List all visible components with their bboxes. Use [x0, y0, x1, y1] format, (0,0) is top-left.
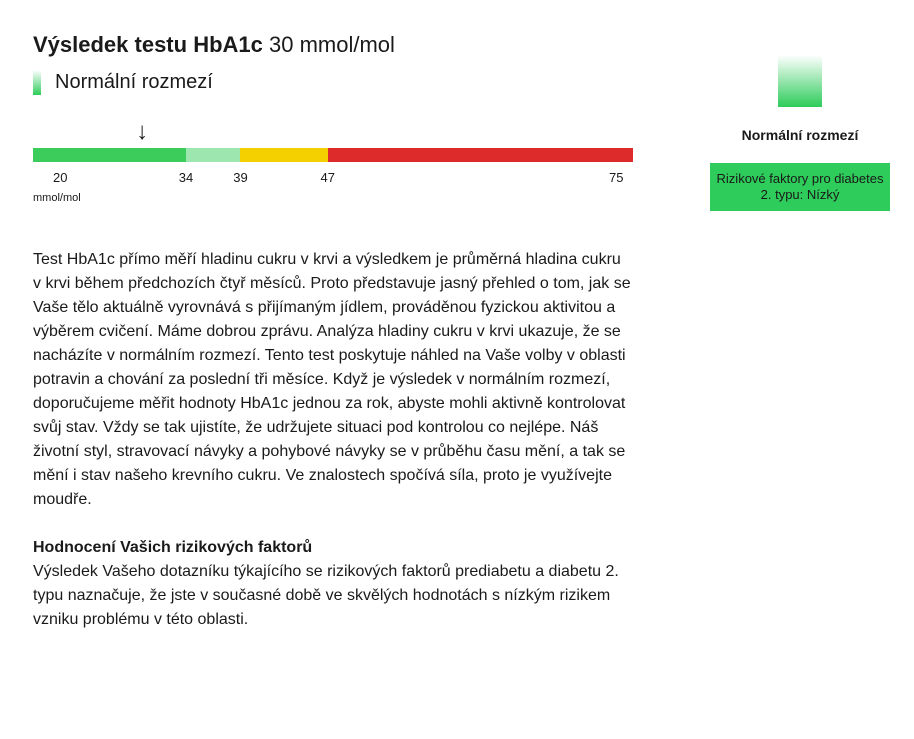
gauge-tick-label: 34: [178, 170, 194, 185]
result-description: Test HbA1c přímo měří hladinu cukru v krvi a výsledkem je průměrná hladina cukru v krvi během předchozích čtyř měsíců. Proto představuje jasný přehled o tom, jak se Vaše tělo aktuálně vyrovnává s přijímaným jídlem, prováděnou fyzickou aktivitou a výběrem cvičení. Máme dobrou zprávu. Analýza hladiny cukru v krvi ukazuje, že se nacházíte v normálním rozmezí. Tento test poskytuje náhled na Vaše volby v oblasti potravin a chování za poslední tři měsíce. Když je výsledek v normálním rozmezí, doporučujeme měřit hodnoty HbA1c jednou za rok, abyste mohli aktivně kontrolovat svůj stav. Vždy se tak ujistíte, že udržujete situaci pod kontrolou co nejlépe. Náš životní styl, stravovací návyky a pohybové návyky se v průběhu času mění, a tak se mění i stav našeho krevního cukru. Ve znalostech spočívá síla, proto je využívejte moudře.: [33, 251, 631, 508]
down-arrow-icon: ↓: [136, 118, 149, 145]
range-swatch: [33, 70, 41, 95]
gauge-bar: [33, 148, 633, 162]
gauge-tick-label: 20: [53, 170, 68, 185]
range-indicator: [33, 68, 633, 96]
title-value: 30 mmol/mol: [269, 32, 395, 57]
page-title: [33, 30, 633, 60]
range-color-swatch: [778, 55, 822, 107]
gauge-segment: [240, 148, 327, 162]
risk-badge: Rizikové faktory pro diabetes 2. typu: Nízký: [710, 163, 890, 211]
hba1c-gauge: [33, 118, 633, 204]
sidebar-range-label: Normální rozmezí: [741, 127, 859, 143]
gauge-segment: [328, 148, 633, 162]
gauge-tick-label: 47: [320, 170, 335, 185]
sidebar-summary: [710, 55, 890, 211]
title-test-name: Výsledek testu HbA1c: [33, 32, 263, 57]
gauge-tick-label: 75: [609, 170, 624, 185]
range-label: Normální rozmezí: [55, 70, 213, 93]
gauge-unit: mmol/mol: [33, 192, 81, 204]
result-panel: [33, 30, 633, 632]
gauge-segment: [33, 148, 186, 162]
gauge-tick-label: 39: [233, 170, 248, 185]
risk-section-text: Výsledek Vašeho dotazníku týkajícího se rizikových faktorů prediabetu a diabetu 2. typu naznačuje, že jste v současné době ve skvělých hodnotách s nízkým rizikem vzniku problému v této oblasti.: [33, 563, 619, 628]
gauge-segment: [186, 148, 241, 162]
risk-section-heading: Hodnocení Vašich rizikových faktorů: [33, 539, 313, 556]
